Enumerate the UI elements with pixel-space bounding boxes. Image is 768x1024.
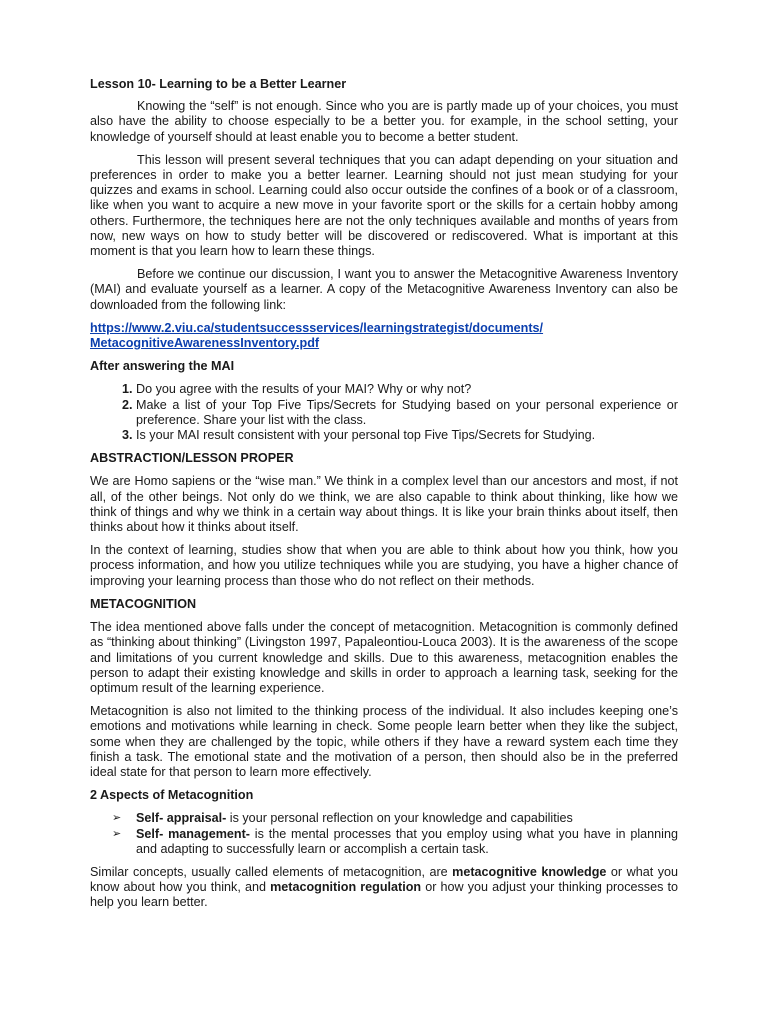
mai-question-list xyxy=(90,382,678,443)
metacognition-heading: METACOGNITION xyxy=(90,596,197,611)
metacognition-paragraph-2: Metacognition is also not limited to the thinking process of the individual. It also includes keeping one’s emotions and motivations while learning in check. Some people learn better when they like the subject, some when they are challenged by the topic, while others if they have a reward system each time they finish a task. The emotional state and the motivation of a person, then should also be in the preferred ideal state for that person to learn more effectively. xyxy=(90,704,678,779)
mai-link-line-1[interactable]: https://www.2.viu.ca/studentsuccessservices/learningstrategist/documents/ xyxy=(90,320,544,335)
abstraction-paragraph-2: In the context of learning, studies show that when you are able to think about how you think, how you process information, and how you utilize techniques while you are studying, you have a higher chance of improving your learning process than those who do not reflect on their methods. xyxy=(90,543,678,588)
metacognition-paragraph-1: The idea mentioned above falls under the concept of metacognition. Metacognition is commonly defined as “thinking about thinking” (Livingston 1997, Papaleontiou-Louca 2003). It is the awareness of the scope and limitations of you current knowledge and skills. Due to this awareness, metacognition enables the person to adapt their existing knowledge and skills in order to approach a learning task, seeking for the optimum result of the learning experience. xyxy=(90,620,678,695)
list-item: 2. Make a list of your Top Five Tips/Secrets for Studying based on your personal experience or preference. Share your list with the class. xyxy=(136,398,678,428)
list-item xyxy=(112,811,678,826)
intro-paragraph-1: Knowing the “self” is not enough. Since who you are is partly made up of your choices, you must also have the ability to choose especially to be a better you. for example, in the school setting, your knowledge of yourself should at least enable you to become a better student. xyxy=(90,99,678,144)
mai-link[interactable] xyxy=(90,321,678,351)
arrow-bullet-icon: ➢ xyxy=(112,812,122,825)
list-item: 3. Is your MAI result consistent with your personal top Five Tips/Secrets for Studying. xyxy=(136,428,678,443)
lesson-title: Lesson 10- Learning to be a Better Learner xyxy=(90,77,347,91)
list-item xyxy=(112,826,678,857)
abstraction-paragraph-1: We are Homo sapiens or the “wise man.” We think in a complex level than our ancestors and most, if not all, of the other beings. Not only do we think, we are also capable to think about thinking, like how we think of things and why we think in a certain way about things. It is like your brain thinks about itself, then thinks about how it thinks about itself. xyxy=(90,474,678,535)
intro-paragraph-2: This lesson will present several techniques that you can adapt depending on your situation and preferences in order to make you a better learner. Learning should not just mean studying for your quizzes and exams in school. Learning could also occur outside the confines of a book or of a classroom, like when you want to acquire a new move in your favorite sport or the skills for a certain hobby among others. Furthermore, the techniques here are not the only techniques available and months of years from now, new ways on how to study better will be discovered or rediscovered. What is important at this moment is that you learn how to learn these things. xyxy=(90,152,678,259)
aspects-list xyxy=(90,811,678,857)
list-item: 1. Do you agree with the results of your MAI? Why or why not? xyxy=(136,382,678,397)
aspect-term: Self- appraisal- xyxy=(136,811,227,826)
closing-text-3: or how you adjust your thinking processes to help you learn better. xyxy=(90,880,678,910)
aspect-description: is your personal reflection on your knowledge and capabilities xyxy=(226,811,573,826)
closing-text-1: Similar concepts, usually called elements of metacognition, are xyxy=(90,864,453,879)
aspect-term: Self- management- xyxy=(136,826,250,841)
closing-text-2: or what you know about how you think, and xyxy=(90,864,679,895)
intro-paragraph-3: Before we continue our discussion, I want you to answer the Metacognitive Awareness Inventory (MAI) and evaluate yourself as a learner. A copy of the Metacognitive Awareness Inventory can also be downloaded from the following link: xyxy=(90,267,678,312)
mai-link-line-2[interactable]: MetacognitiveAwarenessInventory.pdf xyxy=(90,336,320,351)
closing-bold-2: metacognition regulation xyxy=(270,880,422,895)
closing-paragraph xyxy=(90,865,678,911)
abstraction-heading: ABSTRACTION/LESSON PROPER xyxy=(90,451,294,466)
aspect-description: is the mental processes that you employ using what you have in planning and adapting to successfully learn or accomplish a certain task. xyxy=(136,826,678,856)
closing-bold-1: metacognitive knowledge xyxy=(452,864,607,879)
arrow-bullet-icon: ➢ xyxy=(112,827,122,840)
aspects-heading: 2 Aspects of Metacognition xyxy=(90,788,254,803)
after-mai-heading: After answering the MAI xyxy=(90,359,235,374)
